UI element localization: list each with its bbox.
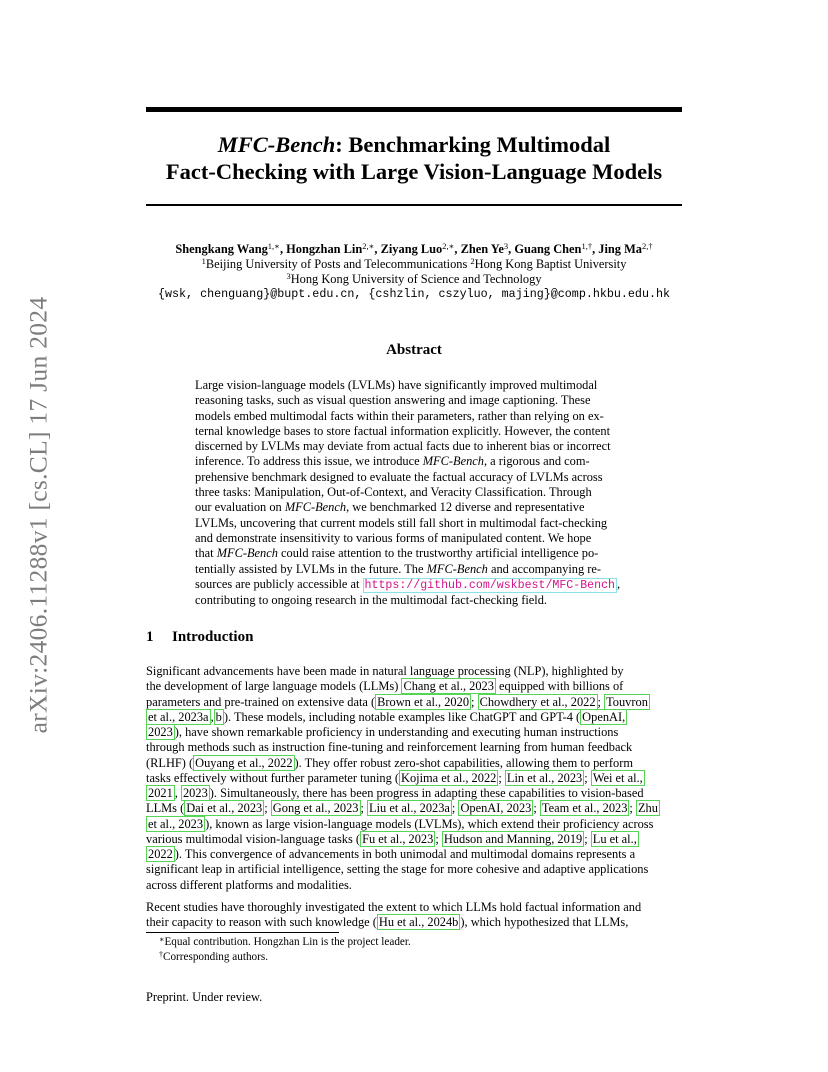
text-line: parameters and pre-trained on extensive data ( Brown et al., 2020 ; Chowdhery et al., 2022 ; Touvron <box>146 694 648 709</box>
section-title: Introduction <box>172 629 254 645</box>
arxiv-sidebar <box>18 280 58 750</box>
github-link[interactable]: https://github.com/wskbest/MFC-Bench <box>364 578 616 592</box>
footnote-equal-contribution: ∗Equal contribution. Hongzhan Lin is the project leader. <box>159 935 411 948</box>
citation-link[interactable]: Liu et al., 2023a <box>369 801 450 816</box>
text-line: significant leap in artificial intelligence, setting the stage for more cohesive and adaptive applications <box>146 862 649 877</box>
author-names: Shengkang Wang$^{1,∗}$, Hongzhan Lin$^{2,∗}$, Ziyang Luo$^{2,∗}$, Zhen Ye$^3$, Guang Chen$^{1,\dagger}$, Jing $Ma^{2,\dagger}$ <box>175 241 653 256</box>
author-name: Guang Chen <box>514 242 582 256</box>
citation-link[interactable]: Touvron <box>606 694 648 709</box>
text-line: various multimodal vision-language tasks ( Fu et al., 2023 ; Hudson and Manning, 2019 ; Lu et al., <box>146 831 637 846</box>
affiliations-line-1: $^1$Beijing University of Posts and Telecommunications $^2$Hong Kong Baptist University <box>201 256 627 271</box>
author-emails: {wsk, chenguang}@bupt.edu.cn, {cshzlin, cszyluo, majing}@comp.hkbu.edu.hk <box>158 287 670 301</box>
title-top-rule <box>146 107 682 112</box>
text-line: across different platforms and modalities. <box>146 877 352 892</box>
citation-link[interactable]: OpenAI, 2023 <box>460 801 532 816</box>
title-line-2: Fact-Checking with Large Vision-Language Models <box>165 159 663 184</box>
text-line: Significant advancements have been made in natural language processing (NLP), highlighted by <box>146 664 624 678</box>
text-line: their capacity to reason with such knowledge ( Hu et al., 2024b ), which hypothesized that LLMs, <box>146 915 629 929</box>
citation-link[interactable]: Fu et al., 2023 <box>362 831 434 846</box>
citation-link[interactable]: Gong et al., 2023 <box>272 801 359 816</box>
citation-link[interactable]: Lu et al., <box>592 831 637 846</box>
text-line: 2021 , 2023 ). Simultaneously, there has been progress in adapting these capabilities to vision-based <box>148 786 644 800</box>
author-name: Shengkang Wang <box>175 242 268 256</box>
citation-link[interactable]: Chang et al., 2023 <box>403 679 494 694</box>
citation-link[interactable]: Chowdhery et al., 2022 <box>479 694 596 709</box>
citation-link[interactable]: OpenAI, <box>582 709 626 724</box>
footnote-rule <box>146 932 339 933</box>
citation-link[interactable]: 2021 <box>148 786 173 800</box>
text-line: 2023 ), have shown remarkable proficiency in understanding and executing human instructions <box>148 725 619 739</box>
introduction-body <box>146 664 683 930</box>
author-block <box>100 242 728 302</box>
title-benchmark-name: MFC-Bench <box>217 132 336 157</box>
citation-link[interactable]: 2022 <box>148 847 173 861</box>
abstract-heading: Abstract <box>386 342 442 358</box>
citation-link[interactable]: Ouyang et al., 2022 <box>195 755 293 770</box>
text-line: Recent studies have thoroughly investigated the extent to which LLMs hold factual information and <box>146 899 642 914</box>
abstract-body: Large vision-language models (LVLMs) have significantly improved multimodal reasoning tasks, such as visual question answering and image captioning. These models embed multimodal facts within their parameters, rather than relying on ex- ternal knowledge bases to store factual information explicitly. However, the content discerned by LVLMs may deviate from actual facts due to inherent bias or incorrect inference. To address this issue, we introduce MFC-Bench, a rigorous and com- prehensive benchmark designed to evaluate the factual accuracy of LVLMs across three tasks: Manipulation, Out-of-Context, and Veracity Classification. Through our evaluation on MFC-Bench, we benchmarked 12 diverse and representative LVLMs, uncovering that current models still fall short in multimodal fact-checking and demonstrate insensitivity to various forms of manipulated content. We hope that MFC-Bench could raise attention to the trustworthy artificial intelligence po- tentially assisted by LVLMs in the future. The MFC-Bench and accompanying re- sources are publicly accessible at https://github.com/wskbest/MFC-Bench , contributing to ongoing research in the multimodal fact-checking field. <box>195 378 621 608</box>
text-line: tasks effectively without further parameter tuning ( Kojima et al., 2022 ; Lin et al., 2023 ; Wei et al., <box>146 770 643 785</box>
citation-link[interactable]: Lin et al., 2023 <box>506 770 583 785</box>
author-name: Hongzhan Lin <box>286 242 363 256</box>
preprint-notice: Preprint. Under review. <box>146 990 263 1004</box>
title-bottom-rule <box>146 204 682 206</box>
section-heading-introduction <box>146 629 253 646</box>
author-name: Jing Ma <box>598 242 642 256</box>
citation-link[interactable]: Kojima et al., 2022 <box>401 770 497 785</box>
text-line: the development of large language models (LLMs) Chang et al., 2023 equipped with billions of <box>146 679 624 694</box>
citation-link[interactable]: Dai et al., 2023 <box>186 801 263 816</box>
citation-link[interactable]: Hudson and Manning, 2019 <box>443 831 583 846</box>
text-line: through methods such as instruction fine-tuning and reinforcement learning from human feedback <box>146 740 633 755</box>
citation-link[interactable]: Zhu <box>637 801 658 816</box>
arxiv-identifier: arXiv:2406.11288v1 [cs.CL] 17 Jun 2024 <box>23 296 52 734</box>
section-number: 1 <box>146 629 154 645</box>
citation-link[interactable]: Hu et al., 2024b <box>378 915 459 929</box>
citation-link[interactable]: Team et al., 2023 <box>541 801 628 816</box>
citation-link[interactable]: Wei et al., <box>592 770 643 785</box>
citation-link[interactable]: Brown et al., 2020 <box>377 694 470 709</box>
author-name: Ziyang Luo <box>380 242 443 256</box>
citation-link[interactable]: et al., 2023 <box>148 816 204 831</box>
affiliations-line-2: $^3$Hong Kong University of Science and Technology <box>286 271 542 286</box>
footnotes <box>159 935 411 965</box>
intro-paragraph-2 <box>146 900 683 931</box>
title-line-1: : Benchmarking Multimodal <box>335 132 611 157</box>
citation-link[interactable]: et al., 2023a <box>148 709 209 724</box>
author-name: Zhen Ye <box>460 242 504 256</box>
text-line: LLMs ( Dai et al., 2023 ; Gong et al., 2023 ; Liu et al., 2023a ; OpenAI, 2023 ; Team et al., 2023 ; Zhu <box>146 801 658 816</box>
text-line: et al., 2023a , b ). These models, including notable examples like ChatGPT and GPT-4 ( OpenAI, <box>148 709 626 724</box>
citation-link[interactable]: b <box>215 709 222 724</box>
citation-link[interactable]: 2023 <box>182 786 208 800</box>
citation-link[interactable]: 2023 <box>148 725 173 739</box>
intro-paragraph-1 <box>146 664 683 893</box>
text-line: 2022 ). This convergence of advancements in both unimodal and multimodal domains represents a <box>148 847 636 861</box>
text-line: et al., 2023 ), known as large vision-language models (LVLMs), which extend their proficiency across <box>148 816 654 831</box>
text-line: (RLHF) ( Ouyang et al., 2022 ). They offer robust zero-shot capabilities, allowing them to perform <box>146 755 634 770</box>
paper-title <box>146 131 682 185</box>
footnote-corresponding: †Corresponding authors. <box>159 950 269 963</box>
